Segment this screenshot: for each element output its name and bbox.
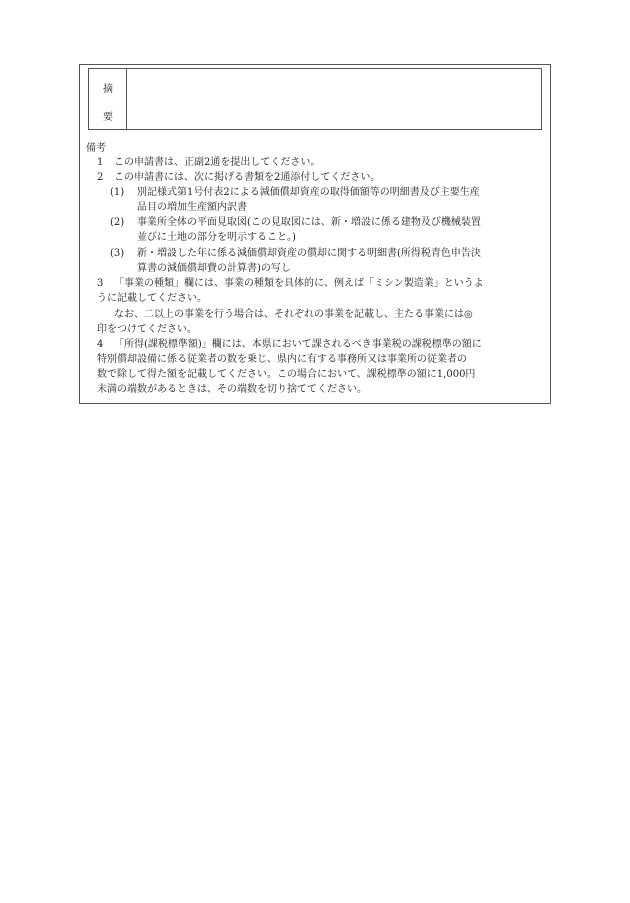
abstract-box <box>88 68 542 130</box>
note-3-number: 3 <box>97 278 104 289</box>
notes-heading: 備考 <box>86 143 106 154</box>
note-4-number: 4 <box>97 339 104 350</box>
note-2-sub-1-line-2: 品目の増加生産額内訳書 <box>137 202 247 213</box>
note-2-text: この申請書には、次に掲げる書類を2通添付してください。 <box>114 172 381 183</box>
note-2-sub-1-number: (1) <box>110 187 125 198</box>
abstract-label-char-2: 要 <box>103 112 113 123</box>
note-1-text: この申請書は、正副2通を提出してください。 <box>114 157 321 168</box>
note-2-sub-1-line-1: 別記様式第1号付表2による減価償却資産の取得価額等の明細書及び主要生産 <box>137 187 480 198</box>
abstract-label-char-1: 摘 <box>103 84 113 95</box>
note-4-line-3: 数で除して得た額を記載してください。この場合において、課税標準の額に1,000円 <box>97 369 476 380</box>
note-2-number: 2 <box>97 172 104 183</box>
note-1-number: 1 <box>97 157 104 168</box>
note-4-line-2: 特別償却設備に係る従業者の数を乗じ、県内に有する事務所又は事業所の従業者の <box>97 354 467 365</box>
note-3-line-2: うに記載してください。 <box>97 293 207 304</box>
note-2-sub-3-line-2: 算書の減価償却費の計算書)の写し <box>137 263 291 274</box>
abstract-label-column <box>89 69 127 129</box>
note-4-line-1: 「所得(課税標準額)」欄には、本県において課されるべき事業税の課税標準の額に <box>114 339 482 350</box>
note-2-sub-2-line-2: 並びに土地の部分を明示すること。) <box>137 232 296 243</box>
note-2-sub-2-number: (2) <box>110 217 125 228</box>
note-2-sub-3-number: (3) <box>110 248 125 259</box>
note-3-line-1: 「事業の種類」欄には、事業の種類を具体的に、例えば「ミシン製造業」というよ <box>114 278 484 289</box>
note-3-line-3: なお、二以上の事業を行う場合は、それぞれの事業を記載し、主たる事業には◎ <box>114 309 473 320</box>
note-3-line-4: 印をつけてください。 <box>97 324 197 335</box>
note-2-sub-3-line-1: 新・増設した年に係る減価償却資産の償却に関する明細書(所得税青色申告決 <box>137 248 481 259</box>
abstract-content-field[interactable] <box>127 69 541 129</box>
note-4-line-4: 未満の端数があるときは、その端数を切り捨ててください。 <box>97 384 367 395</box>
note-2-sub-2-line-1: 事業所全体の平面見取図(この見取図には、新・増設に係る建物及び機械装置 <box>137 217 481 228</box>
